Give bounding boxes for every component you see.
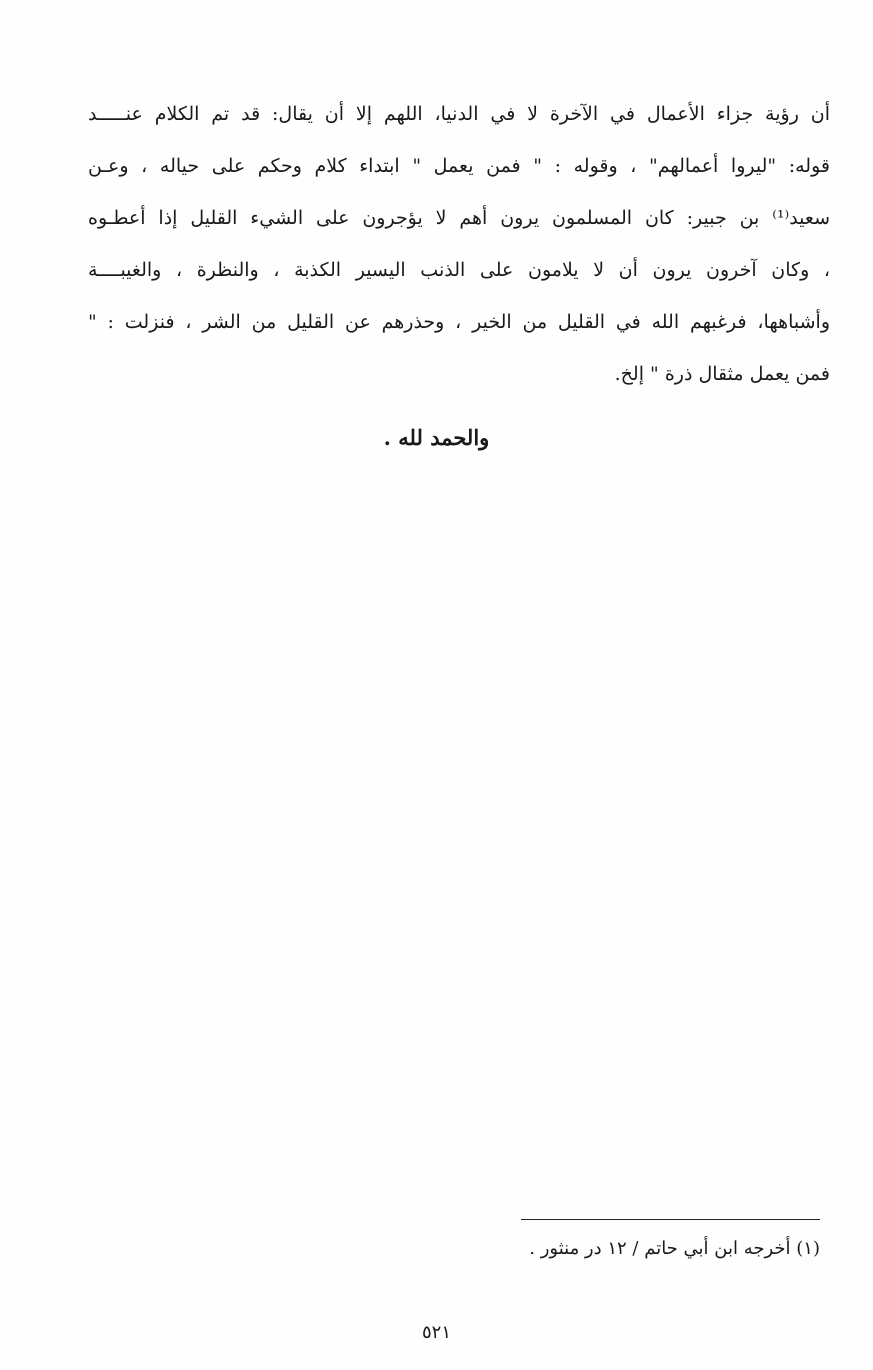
footnote: (١) أخرجه ابن أبي حاتم / ١٢ در منثور . <box>529 1238 820 1259</box>
text-line-4: ، وكان آخرون يرون أن لا يلامون على الذنب اليسير الكذبة ، والنظرة ، والغيبــــة <box>88 259 830 281</box>
closing-phrase: والحمد لله . <box>383 425 490 450</box>
page-number: ٥٢١ <box>421 1322 451 1343</box>
text-line-1: أن رؤية جزاء الأعمال في الآخرة لا في الدنيا، اللهم إلا أن يقال: قد تم الكلام عنـــــد <box>88 103 830 125</box>
text-line-3: سعيد⁽¹⁾ بن جبير: كان المسلمون يرون أهم لا يؤجرون على الشيء القليل إذا أعطـوه <box>88 207 830 229</box>
main-text <box>88 92 830 404</box>
text-line-2: قوله: "ليروا أعمالهم" ، وقوله : " فمن يعمل " ابتداء كلام وحكم على حياله ، وعـن <box>88 155 830 177</box>
text-line-5: وأشباهها، فرغبهم الله في القليل من الخير ، وحذرهم عن القليل من الشر ، فنزلت : " <box>88 311 830 333</box>
footnote-divider <box>521 1219 820 1220</box>
text-line-6: فمن يعمل مثقال ذرة " إلخ. <box>614 363 830 385</box>
